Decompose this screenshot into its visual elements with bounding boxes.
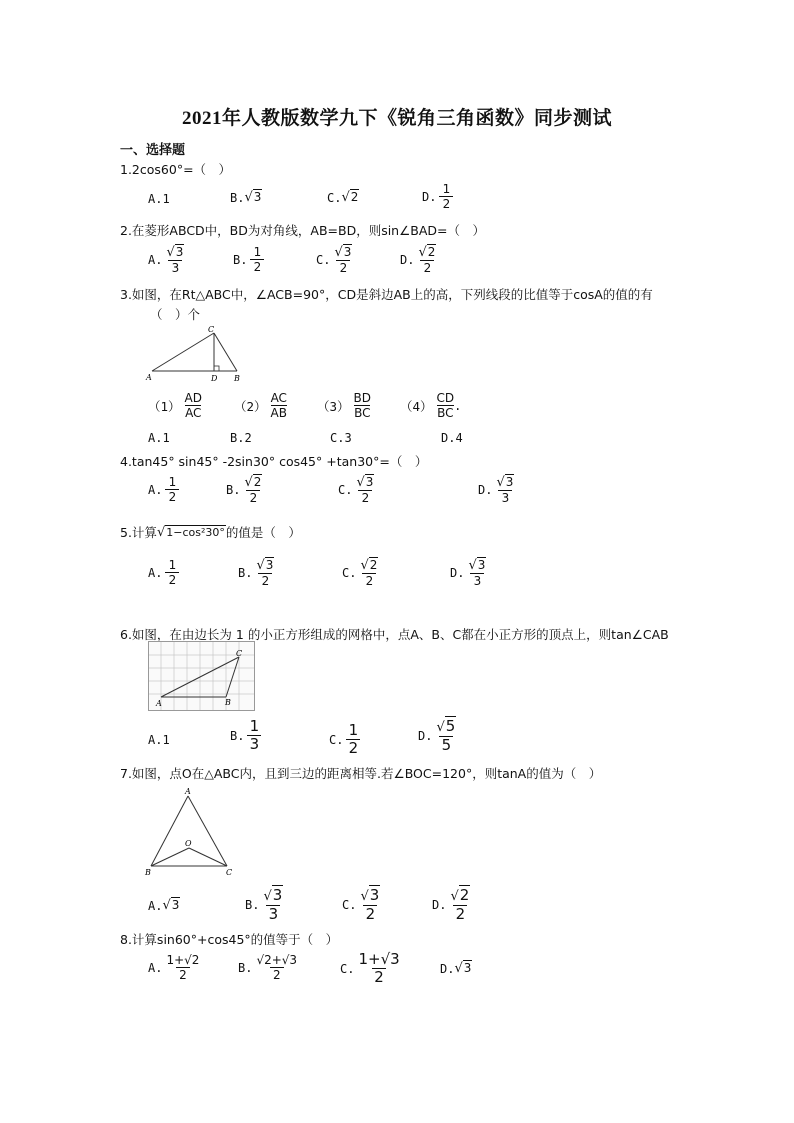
ratio-1: （1） AD AC bbox=[148, 391, 202, 420]
fraction: $\frac{√2}{2}$ bbox=[418, 245, 436, 275]
q5-option-b[interactable]: B. $\frac{√3}{2}$ bbox=[238, 558, 274, 588]
label-c: C bbox=[208, 325, 215, 334]
q8-option-d[interactable]: D. √3 bbox=[440, 961, 472, 976]
q2-option-c[interactable]: C. $\frac{√3}{2}$ bbox=[316, 245, 352, 275]
q4-option-b[interactable]: B. $\frac{√2}{2}$ bbox=[226, 475, 262, 505]
label-b: B bbox=[234, 374, 240, 383]
q1-option-a[interactable]: A.1 bbox=[148, 192, 170, 206]
question-3-stem: 3.如图，在Rt△ABC中，∠ACB=90°，CD是斜边AB上的高，下列线段的比值等于cosA的值的有 bbox=[120, 287, 653, 302]
q4-option-d[interactable]: D. $\frac{√3}{3}$ bbox=[478, 475, 514, 505]
q1-option-b[interactable]: B. √3 bbox=[230, 190, 262, 205]
ratio-2: （2） AC AB bbox=[234, 391, 287, 420]
fraction: $\frac{1}{2}$ bbox=[250, 245, 264, 274]
fraction: $\frac{√2}{2}$ bbox=[244, 475, 262, 505]
q2-option-b[interactable]: B. $\frac{1}{2}$ bbox=[233, 245, 264, 274]
q2-option-a[interactable]: A. $\frac{√3}{3}$ bbox=[148, 245, 184, 275]
incenter-triangle-figure bbox=[143, 786, 235, 879]
q1-option-d[interactable]: D. $\frac{1}{2}$ bbox=[422, 182, 453, 211]
q8-option-a[interactable]: A. $\frac{1+√2}{2}$ bbox=[148, 953, 200, 982]
q3-option-a[interactable]: A.1 bbox=[148, 431, 170, 445]
fraction: $\frac{√3}{2}$ bbox=[334, 245, 352, 275]
label-a: A bbox=[156, 699, 162, 708]
ratio-3: （3） BD BC bbox=[317, 391, 372, 420]
q6-option-a[interactable]: A.1 bbox=[148, 733, 170, 747]
fraction: $\frac{1}{2}$ bbox=[165, 558, 179, 587]
fraction: $\frac{√3}{3}$ bbox=[468, 558, 486, 588]
q7-option-c[interactable]: C. $\frac{√3}{2}$ bbox=[342, 886, 380, 923]
question-7-stem: 7.如图，点O在△ABC内，且到三边的距离相等.若∠BOC=120°，则tanA的值为（ ） bbox=[120, 766, 602, 781]
question-1-stem: 1.2cos60°=（ ） bbox=[120, 162, 232, 177]
fraction: $\frac{1}{3}$ bbox=[247, 718, 261, 753]
q7-option-b[interactable]: B. $\frac{√3}{3}$ bbox=[245, 886, 283, 923]
q6-option-b[interactable]: B. $\frac{1}{3}$ bbox=[230, 718, 261, 753]
q4-option-c[interactable]: C. $\frac{√3}{2}$ bbox=[338, 475, 374, 505]
fraction: $\frac{√3}{2}$ bbox=[256, 558, 274, 588]
q3-option-b[interactable]: B.2 bbox=[230, 431, 252, 445]
fraction: $\frac{√3}{3}$ bbox=[166, 245, 184, 275]
q6-option-d[interactable]: D. $\frac{√5}{5}$ bbox=[418, 717, 456, 754]
sqrt: √1−cos²30° bbox=[156, 524, 225, 540]
label-d: D bbox=[211, 374, 218, 383]
fraction: $\frac{√3}{2}$ bbox=[360, 886, 380, 923]
question-3-stem-cont: （ ）个 bbox=[150, 307, 201, 322]
q2-option-d[interactable]: D. $\frac{√2}{2}$ bbox=[400, 245, 436, 275]
label-a: A bbox=[146, 373, 152, 382]
q4-option-a[interactable]: A. $\frac{1}{2}$ bbox=[148, 475, 179, 504]
question-6-stem: 6.如图，在由边长为 1 的小正方形组成的网格中，点A、B、C都在小正方形的顶点上，则tan∠CAB bbox=[120, 627, 669, 642]
fraction: $\frac{√5}{5}$ bbox=[436, 717, 456, 754]
grid-triangle-figure bbox=[148, 641, 255, 711]
section-heading: 一、选择题 bbox=[120, 143, 186, 158]
label-a: A bbox=[185, 787, 191, 796]
fraction: $\frac{√2}{2}$ bbox=[360, 558, 378, 588]
label-o: O bbox=[185, 839, 192, 848]
label-b: B bbox=[145, 868, 151, 877]
q3-option-d[interactable]: D.4 bbox=[441, 431, 463, 445]
question-8-stem: 8.计算sin60°+cos45°的值等于（ ） bbox=[120, 932, 339, 947]
label-c: C bbox=[226, 868, 233, 877]
fraction: $\frac{1+√2}{2}$ bbox=[166, 953, 200, 982]
question-4-stem: 4.tan45° sin45° -2sin30° cos45° +tan30°=（ ） bbox=[120, 454, 428, 469]
fraction: $\frac{√2+√3}{2}$ bbox=[256, 953, 298, 982]
q5-option-a[interactable]: A. $\frac{1}{2}$ bbox=[148, 558, 179, 587]
fraction: $\frac{1}{2}$ bbox=[165, 475, 179, 504]
page-title: 2021年人教版数学九下《锐角三角函数》同步测试 bbox=[181, 108, 612, 129]
fraction: $\frac{√2}{2}$ bbox=[450, 886, 470, 923]
fraction: $\frac{1}{2}$ bbox=[439, 182, 453, 211]
sqrt: √3 bbox=[244, 190, 262, 205]
ratio-4: （4） CD BC . bbox=[400, 391, 462, 420]
fraction: $\frac{1+√3}{2}$ bbox=[358, 950, 400, 986]
question-5-stem: 5.计算 √1−cos²30° 的值是（ ） bbox=[120, 524, 301, 540]
q8-option-c[interactable]: C. $\frac{1+√3}{2}$ bbox=[340, 950, 400, 986]
fraction: $\frac{√3}{3}$ bbox=[496, 475, 514, 505]
fraction: $\frac{1}{2}$ bbox=[346, 722, 360, 757]
q7-option-d[interactable]: D. $\frac{√2}{2}$ bbox=[432, 886, 470, 923]
label-c: C bbox=[236, 649, 243, 658]
sqrt: √3 bbox=[162, 898, 180, 913]
q7-option-a[interactable]: A. √3 bbox=[148, 898, 180, 913]
fraction: $\frac{√3}{2}$ bbox=[356, 475, 374, 505]
q6-option-c[interactable]: C. $\frac{1}{2}$ bbox=[329, 722, 360, 757]
q5-option-d[interactable]: D. $\frac{√3}{3}$ bbox=[450, 558, 486, 588]
fraction: $\frac{√3}{3}$ bbox=[263, 886, 283, 923]
q1-option-c[interactable]: C. √2 bbox=[327, 190, 359, 205]
label-b: B bbox=[225, 698, 231, 707]
q8-option-b[interactable]: B. $\frac{√2+√3}{2}$ bbox=[238, 953, 298, 982]
right-triangle-figure bbox=[145, 323, 245, 385]
question-2-stem: 2.在菱形ABCD中，BD为对角线，AB=BD，则sin∠BAD=（ ） bbox=[120, 223, 486, 238]
q5-option-c[interactable]: C. $\frac{√2}{2}$ bbox=[342, 558, 378, 588]
q3-option-c[interactable]: C.3 bbox=[330, 431, 352, 445]
sqrt: √3 bbox=[454, 961, 472, 976]
sqrt: √2 bbox=[341, 190, 359, 205]
